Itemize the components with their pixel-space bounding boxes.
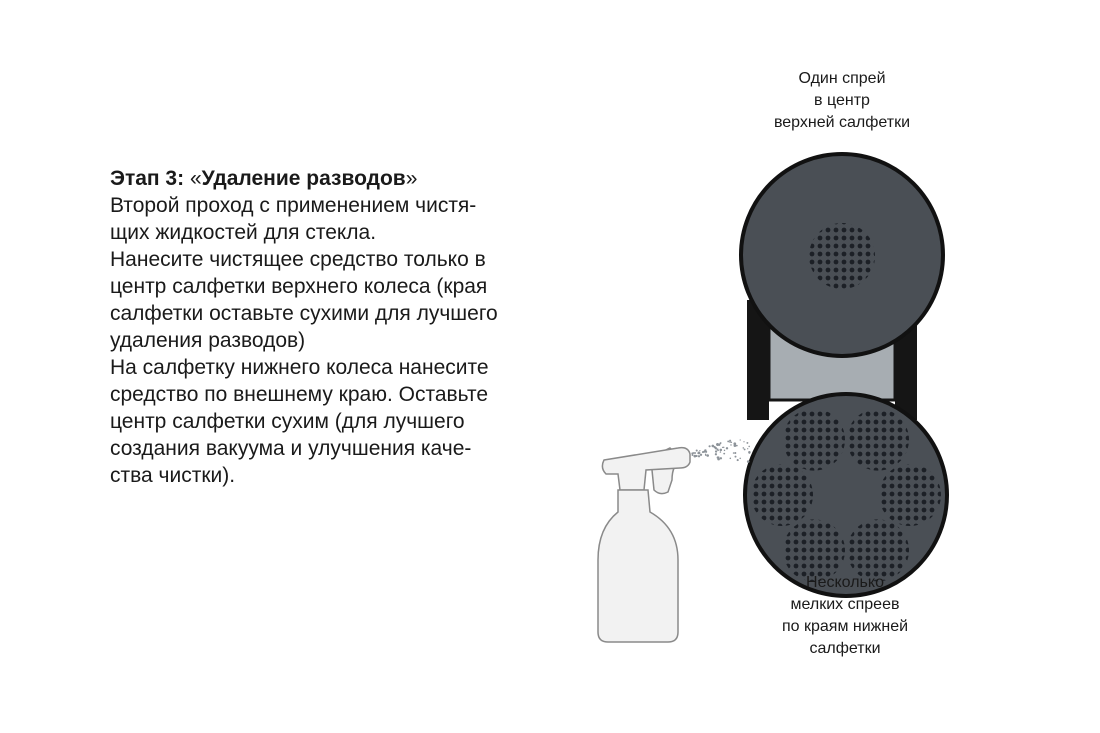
bottom-spray-spot (783, 409, 845, 471)
mist-droplet (699, 450, 700, 451)
instruction-line: центр салфетки сухим (для лучшего (110, 410, 465, 433)
mist-droplet (704, 449, 706, 451)
mist-droplet (724, 450, 725, 451)
cleaning-diagram (560, 50, 1020, 690)
mist-droplet (746, 442, 748, 444)
caption-bottom-line: по краям нижней (781, 618, 909, 635)
instruction-line: салфетки оставьте сухими для лучшего (110, 302, 498, 325)
mist-droplet (734, 452, 736, 454)
mist-droplet (733, 452, 735, 454)
caption-top-line: в центр (814, 92, 870, 109)
caption-top (752, 68, 932, 134)
instruction-line: удаления разводов) (110, 329, 306, 352)
mist-droplet (722, 447, 723, 448)
step-title (110, 165, 560, 192)
quote-open: « (189, 167, 202, 190)
mist-droplet (739, 458, 740, 459)
mist-droplet (713, 446, 715, 448)
caption-bottom-line: Несколько (806, 574, 884, 591)
mist-droplet (709, 445, 711, 447)
mist-droplet (698, 455, 700, 457)
mist-droplet (730, 444, 731, 445)
mist-droplet (737, 459, 739, 461)
spray-mist (691, 439, 750, 462)
mist-droplet (734, 444, 737, 447)
instruction-line: ства чистки). (110, 464, 236, 487)
mist-droplet (740, 439, 741, 440)
instruction-line: щих жидкостей для стекла. (110, 221, 377, 244)
mist-droplet (748, 446, 750, 448)
mist-droplet (720, 451, 721, 452)
mist-droplet (720, 457, 722, 459)
top-wheel-spray-spot (809, 223, 875, 289)
mist-droplet (715, 450, 717, 452)
mist-droplet (700, 454, 702, 456)
bottom-spray-spot (847, 409, 909, 471)
mist-droplet (729, 441, 731, 443)
step-label: Этап 3: (110, 167, 185, 190)
mist-droplet (706, 454, 709, 457)
step-name: Удаление разводов (201, 167, 406, 190)
mist-droplet (723, 453, 725, 455)
caption-top-line: Один спрей (798, 70, 886, 87)
instruction-line: центр салфетки верхнего колеса (края (110, 275, 488, 298)
mist-droplet (735, 456, 737, 458)
mist-droplet (716, 448, 718, 450)
mist-droplet (716, 443, 719, 446)
mist-droplet (726, 447, 728, 449)
mist-droplet (744, 448, 746, 450)
mist-droplet (715, 453, 717, 455)
mist-droplet (717, 456, 719, 458)
caption-top-line: верхней салфетки (773, 114, 911, 131)
instruction-line: Второй проход с применением чистя- (110, 194, 477, 217)
mist-droplet (692, 454, 694, 456)
mist-droplet (747, 460, 750, 463)
spray-bottle-icon (598, 448, 690, 642)
mist-droplet (720, 449, 723, 452)
mist-droplet (697, 452, 699, 454)
instruction-line: средство по внешнему краю. Оставьте (110, 383, 489, 406)
caption-bottom-line: салфетки (809, 640, 881, 657)
instruction-line: На салфетку нижнего колеса нанесите (110, 356, 489, 379)
bottom-spray-spot (751, 464, 813, 526)
instructions-text (110, 165, 560, 489)
mist-droplet (705, 454, 706, 455)
mist-droplet (694, 452, 696, 454)
mist-droplet (719, 443, 721, 445)
mist-droplet (747, 448, 748, 449)
mist-droplet (696, 450, 698, 452)
mist-droplet (727, 440, 729, 442)
mist-droplet (731, 442, 733, 444)
caption-bottom-line: мелких спреев (790, 596, 900, 613)
mist-droplet (749, 452, 750, 453)
mist-droplet (743, 447, 745, 449)
instruction-line: Нанесите чистящее средство только в (110, 248, 486, 271)
quote-close: » (405, 167, 418, 190)
mist-droplet (730, 458, 732, 460)
mist-droplet (696, 455, 698, 457)
mist-droplet (743, 441, 744, 442)
instruction-line: создания вакуума и улучшения каче- (110, 437, 472, 460)
caption-bottom (750, 572, 940, 660)
bottom-spray-spot (879, 464, 941, 526)
